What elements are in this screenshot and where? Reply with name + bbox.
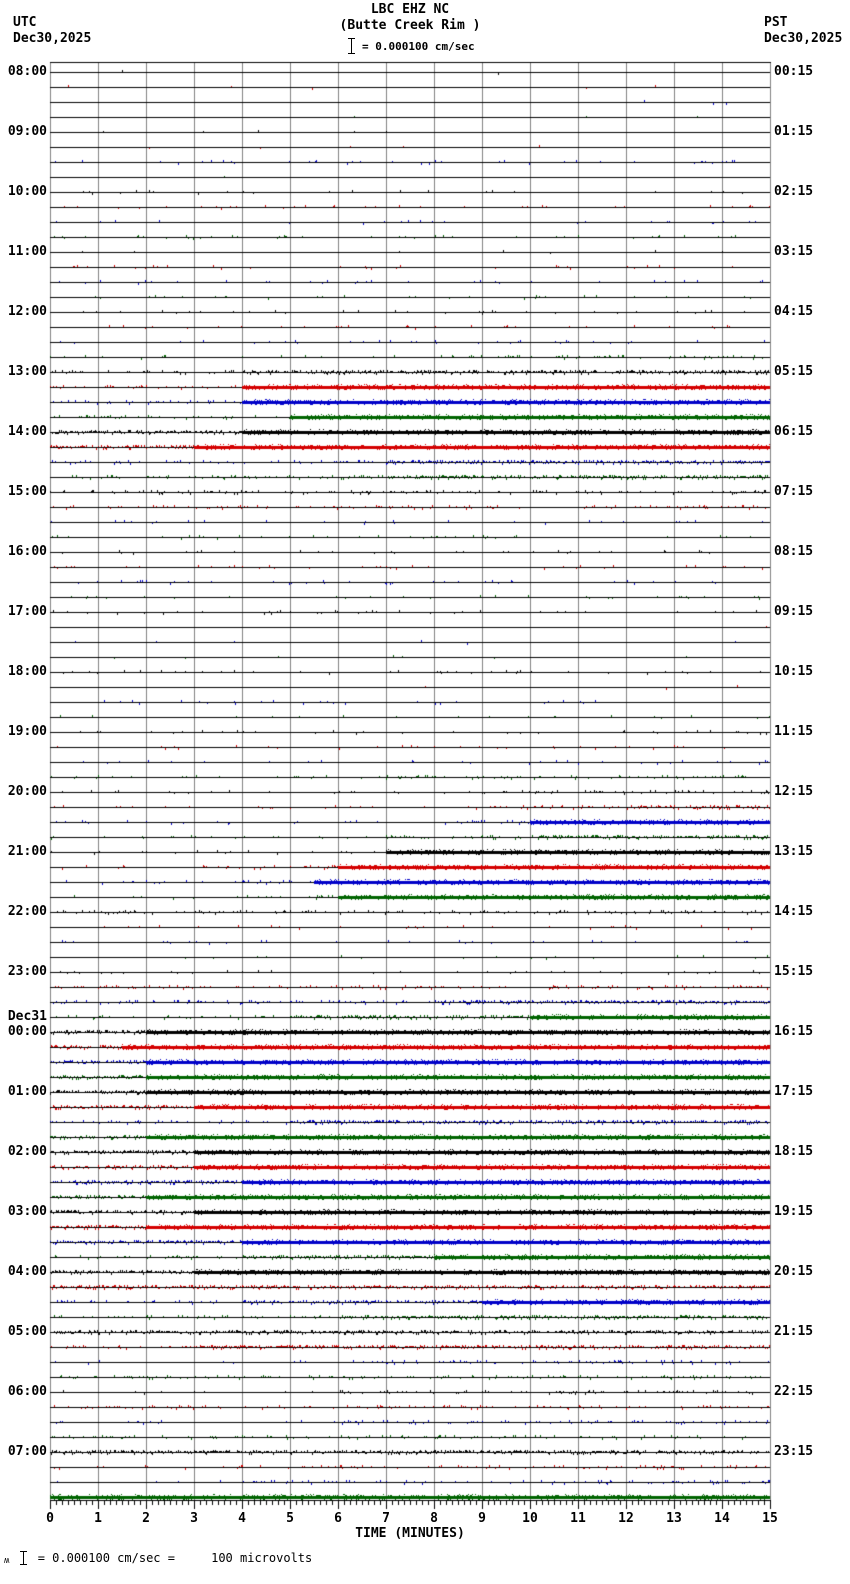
utc-hour-label: 07:00 [7,1444,47,1459]
x-axis-tick-label: 0 [46,1511,54,1526]
pst-hour-label: 14:15 [774,904,814,919]
x-axis-tick-label: 1 [94,1511,102,1526]
utc-hour-label: 05:00 [7,1324,47,1339]
pst-hour-label: 03:15 [774,244,814,259]
footer-note-text: = 0.000100 cm/sec = 100 microvolts [37,1551,313,1565]
x-axis-tick-label: 12 [618,1511,634,1526]
pst-hour-label: 16:15 [774,1024,814,1039]
utc-hour-label: 14:00 [7,424,47,439]
x-axis-tick-label: 15 [762,1511,778,1526]
footer-note [4,1547,312,1566]
x-axis-tick-label: 13 [666,1511,682,1526]
x-axis-tick-label: 4 [238,1511,246,1526]
pst-hour-label: 20:15 [774,1264,814,1279]
pst-hour-label: 06:15 [774,424,814,439]
utc-hour-label: 23:00 [7,964,47,979]
utc-hour-label: 16:00 [7,544,47,559]
utc-hour-label: 15:00 [7,484,47,499]
utc-hour-label: 00:00 [7,1024,47,1039]
utc-hour-label: 17:00 [7,604,47,619]
pst-hour-label: 02:15 [774,184,814,199]
pst-hour-label: 01:15 [774,124,814,139]
utc-hour-label: 02:00 [7,1144,47,1159]
utc-hour-label: 04:00 [7,1264,47,1279]
pst-hour-label: 10:15 [774,664,814,679]
utc-hour-label: 08:00 [7,64,47,79]
utc-hour-label: 10:00 [7,184,47,199]
utc-hour-label: 11:00 [7,244,47,259]
utc-hour-label: 12:00 [7,304,47,319]
utc-hour-label: 09:00 [7,124,47,139]
x-axis-tick-label: 9 [478,1511,486,1526]
pst-hour-label: 12:15 [774,784,814,799]
x-axis-tick-label: 10 [522,1511,538,1526]
x-axis-tick-label: 2 [142,1511,150,1526]
x-axis-tick-label: 7 [382,1511,390,1526]
pst-hour-label: 23:15 [774,1444,814,1459]
x-axis-tick-label: 3 [190,1511,198,1526]
pst-hour-label: 17:15 [774,1084,814,1099]
x-axis-tick-label: 14 [714,1511,730,1526]
x-axis-tick-label: 6 [334,1511,342,1526]
utc-hour-label: 22:00 [7,904,47,919]
x-axis-tick-label: 8 [430,1511,438,1526]
x-axis-tick-label: 5 [286,1511,294,1526]
utc-hour-label: 21:00 [7,844,47,859]
utc-hour-label: 19:00 [7,724,47,739]
utc-hour-label: 01:00 [7,1084,47,1099]
pst-hour-label: 18:15 [774,1144,814,1159]
pst-hour-label: 22:15 [774,1384,814,1399]
pst-hour-label: 04:15 [774,304,814,319]
pst-hour-label: 13:15 [774,844,814,859]
pst-hour-label: 15:15 [774,964,814,979]
utc-hour-label: 06:00 [7,1384,47,1399]
pst-hour-label: 00:15 [774,64,814,79]
footer-scale-bar-icon [19,1547,28,1566]
x-axis-tick-label: 11 [570,1511,586,1526]
utc-hour-label: 13:00 [7,364,47,379]
pst-hour-label: 11:15 [774,724,814,739]
pst-hour-label: 08:15 [774,544,814,559]
utc-hour-label: 18:00 [7,664,47,679]
utc-date-change-label: Dec31 [7,1009,47,1024]
pst-hour-label: 05:15 [774,364,814,379]
utc-hour-label: 03:00 [7,1204,47,1219]
pst-hour-label: 19:15 [774,1204,814,1219]
x-axis-title: TIME (MINUTES) [355,1526,465,1541]
pst-hour-label: 07:15 [774,484,814,499]
pst-hour-label: 09:15 [774,604,814,619]
utc-hour-label: 20:00 [7,784,47,799]
footer-prefix-glyph: ʍ [4,1556,10,1566]
pst-hour-label: 21:15 [774,1324,814,1339]
